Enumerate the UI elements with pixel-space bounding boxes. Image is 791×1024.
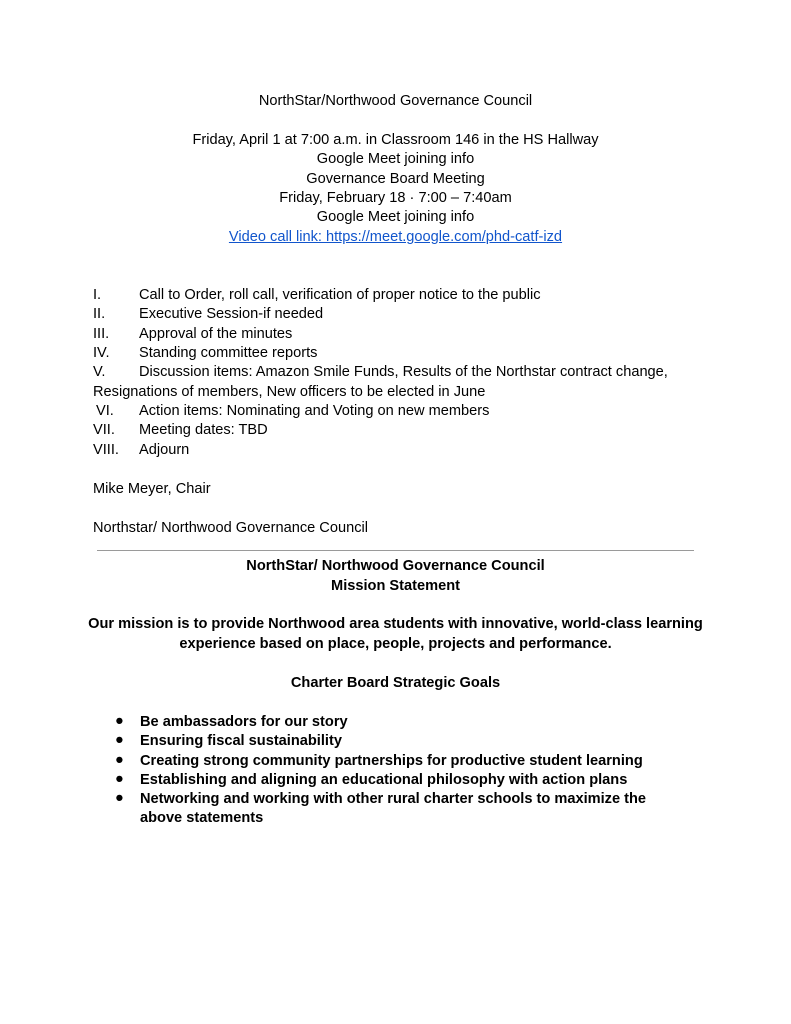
mission-org-title: NorthStar/ Northwood Governance Council xyxy=(246,558,545,574)
agenda-number: VIII. xyxy=(93,442,119,458)
bullet-icon: ● xyxy=(115,790,124,806)
meet-info-label-2: Google Meet joining info xyxy=(316,209,475,225)
horizontal-divider xyxy=(97,550,694,551)
board-meeting-label: Governance Board Meeting xyxy=(306,171,485,187)
goal-item xyxy=(115,790,685,829)
goal-item xyxy=(115,713,700,732)
council-name: Northstar/ Northwood Governance Council xyxy=(93,520,368,536)
agenda-text-continuation: Resignations of members, New officers to be elected in June xyxy=(93,384,486,400)
agenda-text: Meeting dates: TBD xyxy=(139,422,268,438)
agenda-item xyxy=(93,442,189,458)
mission-statement-line-2: experience based on place, people, projects and performance. xyxy=(179,636,612,652)
agenda-text: Approval of the minutes xyxy=(139,326,293,342)
agenda-number: VI. xyxy=(96,403,114,419)
goal-text: Ensuring fiscal sustainability xyxy=(140,733,342,749)
chair-signature: Mike Meyer, Chair xyxy=(93,481,211,497)
goal-text: Networking and working with other rural charter schools to maximize the above statements xyxy=(140,791,647,827)
bullet-icon: ● xyxy=(115,713,124,729)
bullet-icon: ● xyxy=(115,732,124,748)
meeting-time-location: Friday, April 1 at 7:00 a.m. in Classroom 146 in the HS Hallway xyxy=(192,132,599,148)
agenda-number: V. xyxy=(93,364,106,380)
agenda-text: Call to Order, roll call, verification of proper notice to the public xyxy=(139,287,541,303)
video-call-row xyxy=(0,229,791,245)
goals-heading: Charter Board Strategic Goals xyxy=(290,675,501,691)
agenda-number: III. xyxy=(93,326,110,342)
mission-heading: Mission Statement xyxy=(331,578,460,594)
document-title: NorthStar/Northwood Governance Council xyxy=(258,93,533,109)
agenda-number: IV. xyxy=(93,345,110,361)
meet-info-label: Google Meet joining info xyxy=(316,151,475,167)
goal-item xyxy=(115,752,700,771)
agenda-item xyxy=(93,345,317,361)
goal-item xyxy=(115,771,700,790)
goal-text: Be ambassadors for our story xyxy=(140,714,348,730)
agenda-number: I. xyxy=(93,287,102,303)
video-call-link[interactable]: Video call link: https://meet.google.com/phd-catf-izd xyxy=(228,229,563,245)
bullet-icon: ● xyxy=(115,752,124,768)
agenda-text: Adjourn xyxy=(139,442,190,458)
agenda-number: II. xyxy=(93,306,106,322)
bullet-icon: ● xyxy=(115,771,124,787)
board-meeting-date: Friday, February 18 · 7:00 – 7:40am xyxy=(279,190,512,206)
agenda-text: Standing committee reports xyxy=(139,345,318,361)
goal-text: Creating strong community partnerships for productive student learning xyxy=(140,753,643,769)
agenda-item xyxy=(93,326,292,342)
agenda-number: VII. xyxy=(93,422,115,438)
goal-item xyxy=(115,732,700,751)
agenda-text: Discussion items: Amazon Smile Funds, Results of the Northstar contract change, xyxy=(139,364,668,380)
agenda-item xyxy=(93,306,323,322)
mission-statement-line-1: Our mission is to provide Northwood area students with innovative, world-class learning xyxy=(88,616,703,632)
agenda-item xyxy=(93,422,268,438)
agenda-text: Executive Session-if needed xyxy=(139,306,324,322)
agenda-item xyxy=(96,403,489,419)
agenda-item xyxy=(93,364,668,380)
agenda-text: Action items: Nominating and Voting on new members xyxy=(139,403,490,419)
agenda-item xyxy=(93,287,541,303)
goal-text: Establishing and aligning an educational philosophy with action plans xyxy=(140,772,628,788)
